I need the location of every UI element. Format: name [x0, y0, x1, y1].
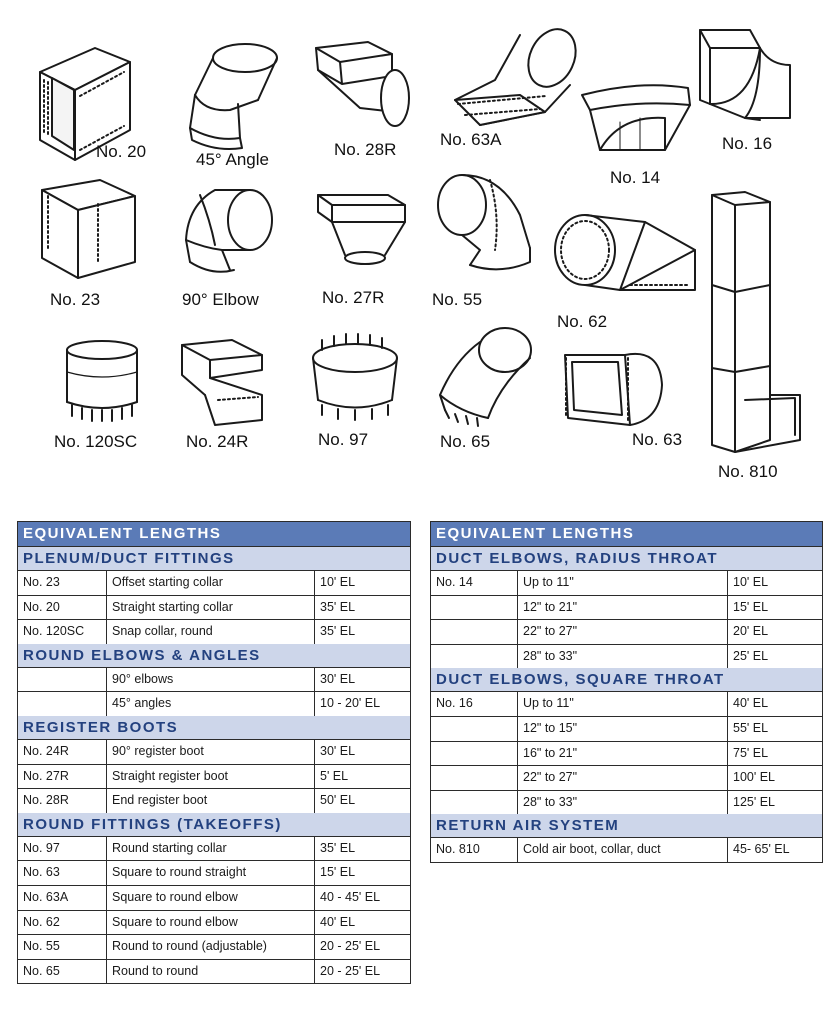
- section-round-fittings-takeoffs: [18, 813, 410, 984]
- fitting-no16-drawing: [700, 30, 790, 120]
- fitting-no65-drawing: [440, 328, 531, 426]
- cell-fitting: No. 16: [436, 696, 473, 711]
- cell-length: 10 - 20' EL: [314, 692, 410, 716]
- cell-length: 10' EL: [727, 571, 822, 595]
- table-row: [18, 789, 410, 813]
- cell-size: 12" to 21": [517, 596, 727, 620]
- fitting-label-no63: No. 63: [632, 430, 683, 449]
- fittings-illustrations: [0, 0, 837, 490]
- cell-size: Up to 11": [517, 571, 727, 595]
- cell-fitting: No. 20: [23, 599, 60, 614]
- cell-description: Straight register boot: [106, 765, 314, 789]
- cell-length: 50' EL: [314, 789, 410, 813]
- table-row: [18, 837, 410, 862]
- fitting-label-no27r: No. 27R: [322, 288, 385, 307]
- section-plenum-duct-fittings: [18, 547, 410, 644]
- cell-size: 12" to 15": [517, 717, 727, 741]
- fitting-elbow90-drawing: [186, 190, 272, 272]
- cell-fitting: No. 810: [436, 842, 480, 857]
- fitting-label-no62: No. 62: [557, 312, 608, 331]
- cell-description: Round to round (adjustable): [106, 935, 314, 959]
- cell-fitting: [431, 717, 517, 741]
- cell-description: 45° angles: [106, 692, 314, 716]
- cell-length: 15' EL: [727, 596, 822, 620]
- cell-fitting: No. 120SC: [23, 624, 85, 639]
- cell-length: 45- 65' EL: [727, 838, 822, 862]
- cell-fitting: No. 62: [23, 914, 60, 929]
- section-heading: REGISTER BOOTS: [18, 716, 410, 740]
- table-row: [18, 935, 410, 960]
- section-register-boots: [18, 716, 410, 813]
- cell-length: 35' EL: [314, 596, 410, 620]
- cell-fitting: No. 14: [436, 575, 473, 589]
- table-row: [431, 645, 822, 669]
- cell-length: 40 - 45' EL: [314, 886, 410, 910]
- fitting-label-no65: No. 65: [440, 432, 491, 451]
- cell-fitting: [18, 668, 106, 692]
- table-row: [18, 960, 410, 984]
- table-row: [431, 692, 822, 717]
- cell-fitting: No. 23: [23, 575, 60, 589]
- cell-description: Straight starting collar: [106, 596, 314, 620]
- table-row: [431, 791, 822, 815]
- fitting-label-no55: No. 55: [432, 290, 483, 309]
- cell-length: 40' EL: [727, 692, 822, 716]
- fitting-no28r-drawing: [316, 42, 409, 126]
- section-heading: DUCT ELBOWS, SQUARE THROAT: [431, 668, 822, 692]
- fitting-no63-drawing: [565, 354, 662, 425]
- cell-fitting: No. 55: [23, 939, 60, 954]
- fitting-label-no28r: No. 28R: [334, 140, 397, 159]
- cell-length: 20 - 25' EL: [314, 960, 410, 984]
- cell-description: 90° register boot: [106, 740, 314, 764]
- cell-size: Up to 11": [517, 692, 727, 716]
- cell-size: 22" to 27": [517, 620, 727, 644]
- fitting-label-no23: No. 23: [50, 290, 101, 309]
- fitting-angle45-drawing: [190, 44, 277, 149]
- cell-description: Snap collar, round: [106, 620, 314, 644]
- table-title: EQUIVALENT LENGTHS: [431, 522, 822, 547]
- fitting-label-no14: No. 14: [610, 168, 661, 187]
- cell-fitting: [431, 742, 517, 766]
- section-duct-elbows-square-throat: [431, 668, 822, 814]
- fitting-no62-drawing: [555, 215, 695, 290]
- cell-fitting: No. 24R: [23, 743, 69, 758]
- fitting-no63a-drawing: [455, 22, 585, 125]
- fitting-no120sc-drawing: [67, 341, 137, 421]
- table-row: [18, 740, 410, 765]
- cell-size: 28" to 33": [517, 791, 727, 815]
- section-round-elbows-angles: [18, 644, 410, 716]
- table-row: [18, 765, 410, 790]
- cell-length: 5' EL: [314, 765, 410, 789]
- cell-description: Offset starting collar: [106, 571, 314, 595]
- cell-fitting: [431, 766, 517, 790]
- cell-size: 16" to 21": [517, 742, 727, 766]
- fitting-no23-drawing: [42, 180, 135, 278]
- cell-fitting: No. 63A: [23, 889, 69, 904]
- cell-description: Round to round: [106, 960, 314, 984]
- cell-length: 10' EL: [314, 571, 410, 595]
- fitting-label-no63a: No. 63A: [440, 130, 502, 149]
- cell-fitting: [431, 791, 517, 815]
- cell-length: 35' EL: [314, 837, 410, 861]
- section-heading: ROUND ELBOWS & ANGLES: [18, 644, 410, 668]
- fitting-no14-drawing: [582, 85, 690, 150]
- section-heading: ROUND FITTINGS (TAKEOFFS): [18, 813, 410, 837]
- section-heading: RETURN AIR SYSTEM: [431, 814, 822, 838]
- table-row: [431, 838, 822, 862]
- cell-fitting: [18, 692, 106, 716]
- cell-fitting: No. 28R: [23, 793, 69, 808]
- table-row: [431, 766, 822, 791]
- cell-length: 100' EL: [727, 766, 822, 790]
- cell-length: 35' EL: [314, 620, 410, 644]
- fitting-no27r-drawing: [318, 195, 405, 264]
- section-duct-elbows-radius-throat: [431, 547, 822, 668]
- section-return-air-system: [431, 814, 822, 862]
- cell-fitting: [431, 645, 517, 669]
- table-row: [431, 742, 822, 767]
- table-row: [431, 571, 822, 596]
- cell-length: 15' EL: [314, 861, 410, 885]
- cell-fitting: No. 65: [23, 963, 60, 978]
- cell-description: Square to round elbow: [106, 886, 314, 910]
- cell-length: 75' EL: [727, 742, 822, 766]
- cell-length: 125' EL: [727, 791, 822, 815]
- cell-description: Cold air boot, collar, duct: [517, 838, 727, 862]
- cell-length: 30' EL: [314, 740, 410, 764]
- cell-fitting: [431, 620, 517, 644]
- cell-fitting: No. 27R: [23, 768, 69, 783]
- fitting-label-no120sc: No. 120SC: [54, 432, 138, 451]
- table-row: [431, 717, 822, 742]
- table-row: [431, 596, 822, 621]
- cell-description: 90° elbows: [106, 668, 314, 692]
- cell-length: 40' EL: [314, 911, 410, 935]
- cell-size: 22" to 27": [517, 766, 727, 790]
- table-row: [431, 620, 822, 645]
- fitting-label-elbow90: 90° Elbow: [182, 290, 259, 309]
- cell-size: 28" to 33": [517, 645, 727, 669]
- cell-length: 20 - 25' EL: [314, 935, 410, 959]
- fitting-no24r-drawing: [182, 340, 262, 425]
- cell-description: Square to round elbow: [106, 911, 314, 935]
- cell-length: 55' EL: [727, 717, 822, 741]
- section-heading: PLENUM/DUCT FITTINGS: [18, 547, 410, 571]
- cell-description: Square to round straight: [106, 861, 314, 885]
- cell-fitting: No. 97: [23, 840, 60, 855]
- table-row: [18, 692, 410, 716]
- table-row: [18, 886, 410, 911]
- fitting-no55-drawing: [438, 175, 530, 269]
- table-row: [18, 911, 410, 936]
- fitting-label-no16: No. 16: [722, 134, 773, 153]
- fitting-label-no20: No. 20: [96, 142, 147, 161]
- table-row: [18, 571, 410, 596]
- cell-length: 30' EL: [314, 668, 410, 692]
- fitting-label-no97: No. 97: [318, 430, 369, 449]
- cell-description: End register boot: [106, 789, 314, 813]
- fitting-no97-drawing: [313, 334, 397, 420]
- fitting-label-no810: No. 810: [718, 462, 778, 481]
- section-heading: DUCT ELBOWS, RADIUS THROAT: [431, 547, 822, 571]
- table-row: [18, 620, 410, 644]
- cell-fitting: [431, 596, 517, 620]
- table-title: EQUIVALENT LENGTHS: [18, 522, 410, 547]
- cell-fitting: No. 63: [23, 865, 60, 880]
- cell-length: 25' EL: [727, 645, 822, 669]
- fitting-no810-drawing: [712, 192, 800, 452]
- table-row: [18, 861, 410, 886]
- fitting-label-angle45: 45° Angle: [196, 150, 269, 169]
- fitting-label-no24r: No. 24R: [186, 432, 249, 451]
- right-equivalent-lengths-table: [430, 521, 823, 863]
- table-row: [18, 668, 410, 693]
- table-row: [18, 596, 410, 621]
- left-equivalent-lengths-table: [17, 521, 411, 984]
- cell-length: 20' EL: [727, 620, 822, 644]
- cell-description: Round starting collar: [106, 837, 314, 861]
